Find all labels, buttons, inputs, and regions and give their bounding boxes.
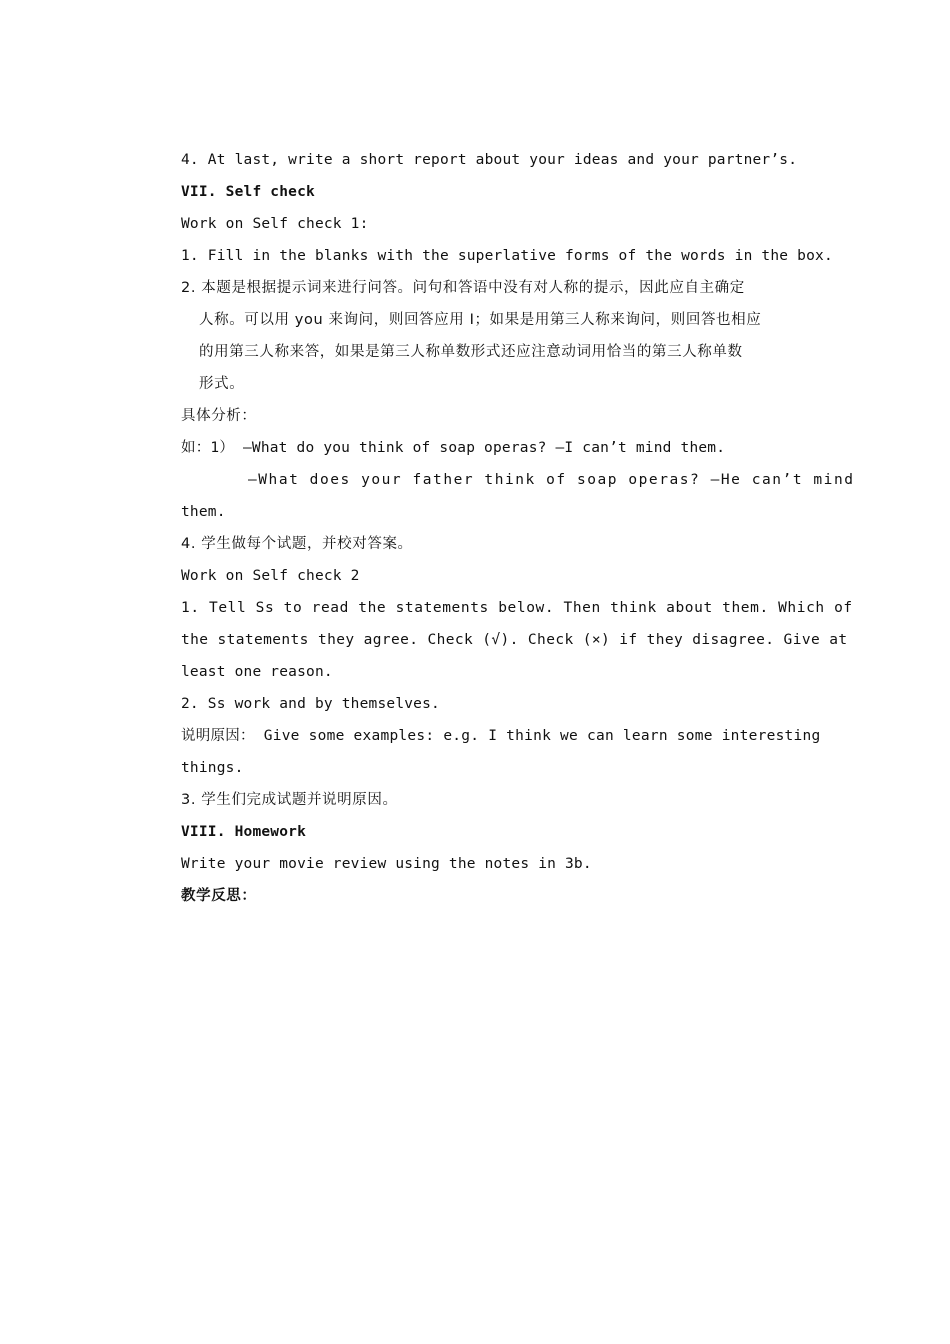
section-heading-self-check: VII. Self check bbox=[181, 184, 315, 200]
self-check-1-heading: Work on Self check 1: bbox=[181, 216, 369, 232]
self-check-2-item-1: 1. Tell Ss to read the statements below. Then think about them. Which of bbox=[181, 600, 853, 616]
self-check-1-item-1: 1. Fill in the blanks with the superlative forms of the words in the box. bbox=[181, 248, 833, 264]
self-check-1-item-2: 2. 本题是根据提示词来进行问答。问句和答语中没有对人称的提示，因此应自主确定 bbox=[181, 280, 745, 296]
explain-reason-line: 说明原因： Give some examples: e.g. I think we can learn some interesting bbox=[181, 728, 821, 744]
example-line-2: —What does your father think of soap operas? —He can’t mind bbox=[248, 472, 855, 488]
homework-text: Write your movie review using the notes in 3b. bbox=[181, 856, 592, 872]
section-heading-homework: VIII. Homework bbox=[181, 824, 307, 840]
self-check-2-heading: Work on Self check 2 bbox=[181, 568, 360, 584]
explain-reason-end: things. bbox=[181, 760, 244, 776]
self-check-2-item-1-end: least one reason. bbox=[181, 664, 333, 680]
step-3-students-complete: 3. 学生们完成试题并说明原因。 bbox=[181, 792, 398, 808]
self-check-2-item-2: 2. Ss work and by themselves. bbox=[181, 696, 440, 712]
teaching-reflection-label: 教学反思： bbox=[181, 888, 257, 904]
example-line-1: 如：1） —What do you think of soap operas? —I can’t mind them. bbox=[181, 440, 726, 456]
step-4-report: 4. At last, write a short report about your ideas and your partner’s. bbox=[181, 152, 798, 168]
item-2-continuation-3: 形式。 bbox=[199, 376, 245, 392]
step-4-students-check: 4. 学生做每个试题，并校对答案。 bbox=[181, 536, 413, 552]
item-2-continuation-2: 的用第三人称来答，如果是第三人称单数形式还应注意动词用恰当的第三人称单数 bbox=[199, 344, 743, 360]
analysis-label: 具体分析： bbox=[181, 408, 257, 424]
item-2-continuation-1: 人称。可以用 you 来询问，则回答应用 I；如果是用第三人称来询问，则回答也相应 bbox=[199, 312, 762, 328]
self-check-2-item-1-cont: the statements they agree. Check (√). Check (×) if they disagree. Give at bbox=[181, 632, 848, 648]
example-line-2-end: them. bbox=[181, 504, 226, 520]
